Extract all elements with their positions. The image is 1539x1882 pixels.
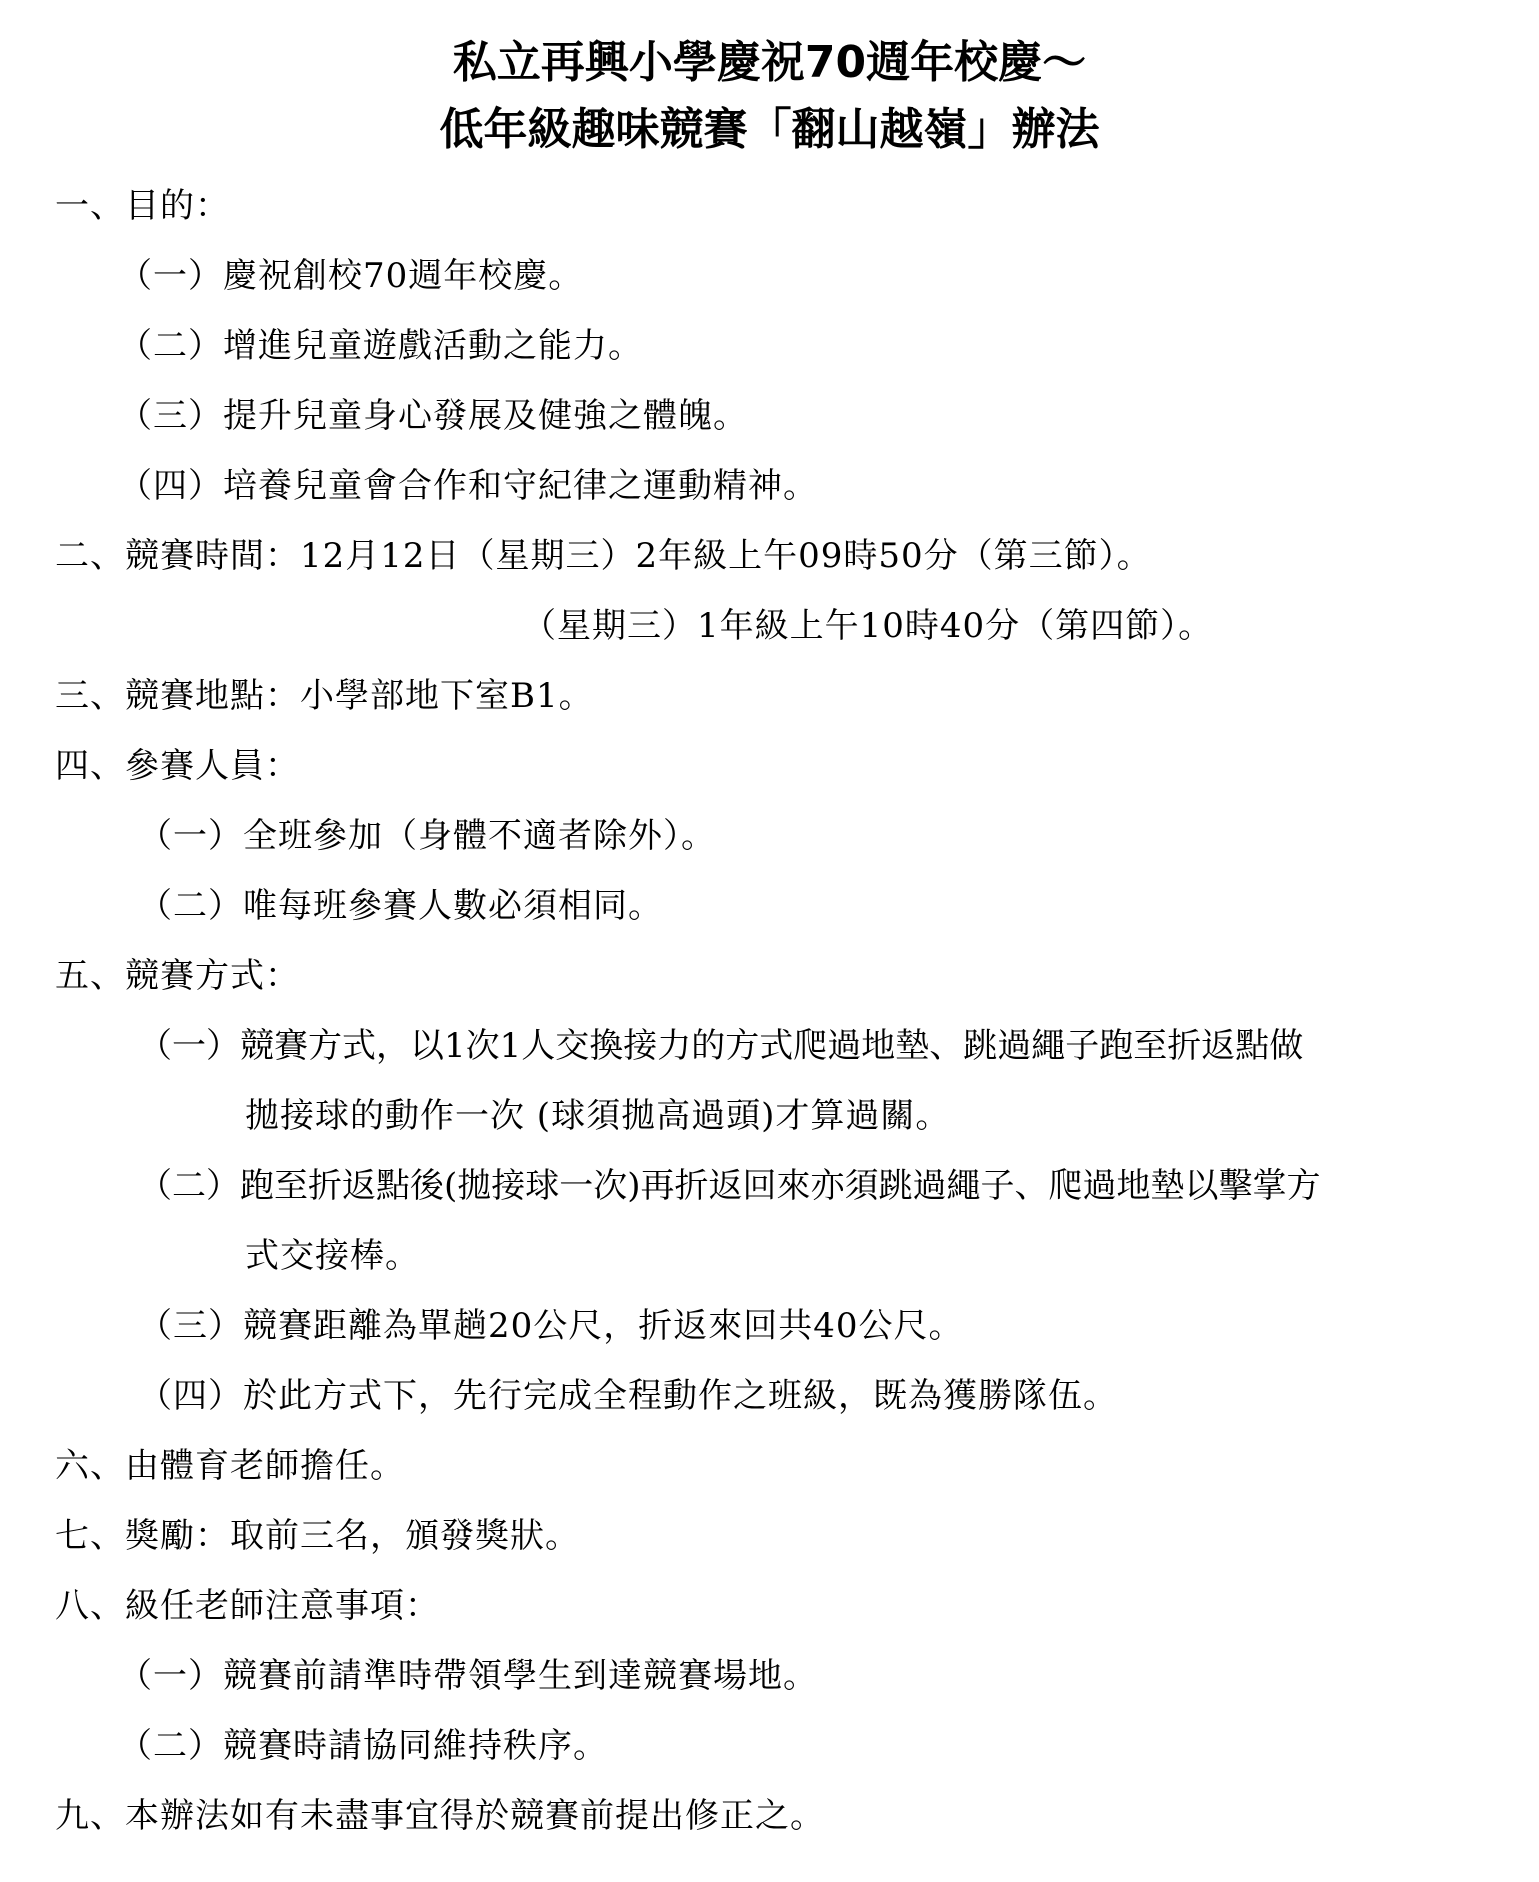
section-time-line2: （星期三）1年級上午10時40分（第四節）。 [522, 606, 1214, 646]
participants-item-1: （一）全班參加（身體不適者除外）。 [138, 816, 716, 856]
teacher-notes-item-2: （二）競賽時請協同維持秩序。 [118, 1726, 608, 1766]
purpose-item-2: （二）增進兒童遊戲活動之能力。 [118, 326, 643, 366]
section-purpose-heading: 一、目的： [55, 186, 230, 226]
section-award: 七、獎勵：取前三名，頒發獎狀。 [55, 1516, 580, 1556]
method-item-3: （三）競賽距離為單趟20公尺，折返來回共40公尺。 [138, 1306, 964, 1346]
section-location: 三、競賽地點：小學部地下室B1。 [55, 676, 594, 716]
purpose-item-3: （三）提升兒童身心發展及健強之體魄。 [118, 396, 748, 436]
method-item-4: （四）於此方式下，先行完成全程動作之班級，既為獲勝隊伍。 [138, 1376, 1118, 1416]
method-item-1-line1: （一）競賽方式，以1次1人交換接力的方式爬過地墊、跳過繩子跑至折返點做 [138, 1026, 1304, 1066]
method-item-1-line2: 拋接球的動作一次 (球須拋高過頭)才算過關。 [245, 1096, 951, 1136]
purpose-item-1: （一）慶祝創校70週年校慶。 [118, 256, 584, 296]
method-item-2-line2: 式交接棒。 [245, 1236, 420, 1276]
method-item-2-line1: （二）跑至折返點後(拋接球一次)再折返回來亦須跳過繩子、爬過地墊以擊掌方 [138, 1166, 1321, 1206]
section-participants-heading: 四、參賽人員： [55, 746, 300, 786]
section-time-line1: 二、競賽時間：12月12日（星期三）2年級上午09時50分（第三節）。 [55, 536, 1152, 576]
participants-item-2: （二）唯每班參賽人數必須相同。 [138, 886, 663, 926]
teacher-notes-item-1: （一）競賽前請準時帶領學生到達競賽場地。 [118, 1656, 818, 1696]
purpose-item-4: （四）培養兒童會合作和守紀律之運動精神。 [118, 466, 818, 506]
section-method-heading: 五、競賽方式： [55, 956, 300, 996]
section-teacher-notes-heading: 八、級任老師注意事項： [55, 1586, 440, 1626]
document-title-line1: 私立再興小學慶祝70週年校慶～ [452, 37, 1087, 88]
section-amendment: 九、本辦法如有未盡事宜得於競賽前提出修正之。 [55, 1796, 825, 1836]
section-referee: 六、由體育老師擔任。 [55, 1446, 405, 1486]
document-title-line2: 低年級趣味競賽「翻山越嶺」辦法 [439, 104, 1100, 155]
